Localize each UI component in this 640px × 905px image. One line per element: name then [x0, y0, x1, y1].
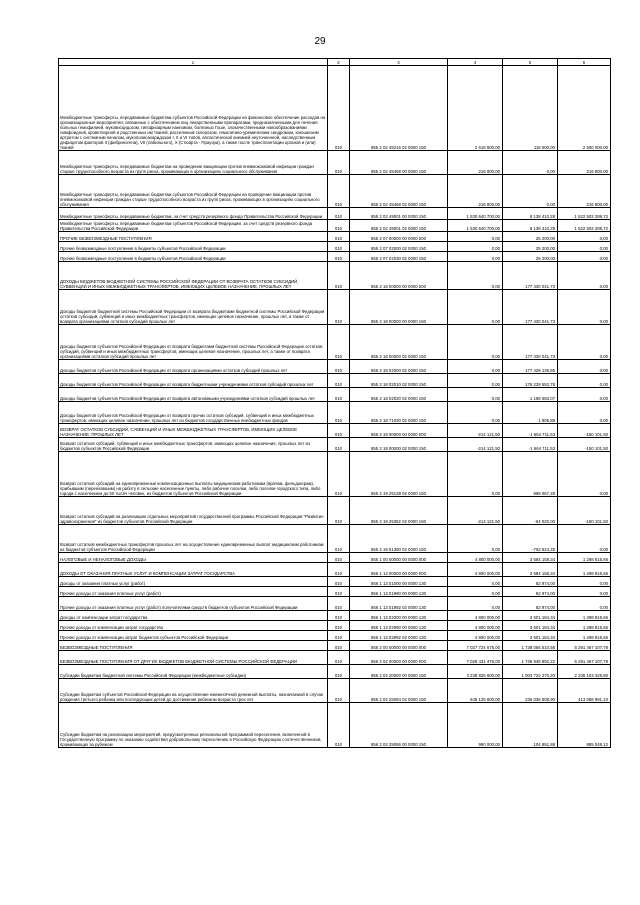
name-cell: Прочие доходы от оказания платных услуг (работ) получателями средств бюджетов субъектов Российской Федерации [59, 597, 328, 611]
table-row [59, 290, 611, 325]
kbk-code-cell: 855 2 18 71030 02 0000 150 [350, 402, 448, 424]
line-code-cell: 010 [328, 242, 350, 252]
executed-amount-cell: 3 501 184,34 [503, 621, 558, 631]
line-code-cell: 010 [328, 553, 350, 563]
name-cell: Доходы бюджетов бюджетной системы Российской Федерации от возврата бюджетами бюджетной системы Российской Федерации остатков субсидий, субвенций и иных межбюджетных трансфертов, имеющих целевое назначение, прошлых лет, а также от возврата организациями остатков субсидий прошлых лет [59, 290, 328, 325]
line-code-cell: 010 [328, 703, 350, 748]
line-code-cell: 010 [328, 525, 350, 553]
approved-amount-cell: 0,00 [448, 290, 503, 325]
unexecuted-amount-cell: 1 522 502 289,72 [558, 208, 611, 220]
header-col-2: 2 [328, 59, 350, 66]
kbk-code-cell: 856 1 13 01000 00 0000 130 [350, 577, 448, 587]
line-code-cell: 010 [328, 452, 350, 497]
kbk-code-cell: 855 2 19 25138 02 0000 150 [350, 452, 448, 497]
name-cell: Доходы бюджетов субъектов Российской Федерации от возврата бюджетными учреждениями остатков субсидий прошлых лет [59, 374, 328, 388]
unexecuted-amount-cell: 0,00 [558, 290, 611, 325]
executed-amount-cell: 3 584 158,34 [503, 563, 558, 577]
name-cell: БЕЗВОЗМЕЗДНЫЕ ПОСТУПЛЕНИЯ ОТ ДРУГИХ БЮДЖЕТОВ БЮДЖЕТНОЙ СИСТЕМЫ РОССИЙСКОЙ ФЕДЕРАЦИИ [59, 651, 328, 665]
name-cell: Доходы бюджетов субъектов Российской Федерации от возврата прочих остатков субсидий, субвенций и иных межбюджетных трансфертов, имеющих целевое назначение, прошлых лет из бюджетов государственных внебюджетных фондов [59, 402, 328, 424]
executed-amount-cell: 177 428 135,85 [503, 360, 558, 374]
unexecuted-amount-cell: 0,00 [558, 402, 611, 424]
line-code-cell: 010 [328, 151, 350, 175]
line-code-cell: 010 [328, 563, 350, 577]
executed-amount-cell: 3 501 184,34 [503, 631, 558, 641]
line-code-cell: 010 [328, 497, 350, 525]
kbk-code-cell: 855 2 07 02000 02 0000 150 [350, 242, 448, 252]
approved-amount-cell: 0,00 [448, 262, 503, 290]
line-code-cell: 010 [328, 651, 350, 665]
line-code-cell: 010 [328, 325, 350, 360]
approved-amount-cell: 216 800,00 [448, 175, 503, 208]
kbk-code-cell: 855 2 19 00000 02 0000 150 [350, 438, 448, 452]
approved-amount-cell: 0,00 [448, 360, 503, 374]
name-cell: Субсидии бюджетам на реализацию мероприятий, предусмотренных региональной программой переселения, включенной в Государственную программу по оказанию содействия добровольному переселению в Российскую Федерацию соотечественников, проживающих за рубежом [59, 703, 328, 748]
executed-amount-cell: 25 200,00 [503, 232, 558, 242]
table-row [59, 525, 611, 553]
page-number: 29 [314, 36, 326, 47]
executed-amount-cell: 177 430 041,73 [503, 262, 558, 290]
kbk-code-cell: 856 1 13 02000 00 0000 130 [350, 611, 448, 621]
executed-amount-cell: 236 036 608,90 [503, 679, 558, 703]
executed-amount-cell: 25 200,00 [503, 242, 558, 252]
kbk-code-cell: 855 2 18 00000 02 0000 150 [350, 325, 448, 360]
name-cell: Возврат остатков субсидий на единовременные компенсационные выплаты медицинским работникам (врачам, фельдшерам), прибывшим (переехавшим) на работу в сельские населенные пункты, либо рабочие поселки, либо поселки городского типа, либо города с населением до 50 тысяч человек, из бюджетов субъектов Российской Федерации [59, 452, 328, 497]
executed-amount-cell: 8 138 410,28 [503, 208, 558, 220]
unexecuted-amount-cell: 0,00 [558, 597, 611, 611]
kbk-code-cell: 855 2 19 00000 00 0000 000 [350, 424, 448, 438]
line-code-cell: 010 [328, 208, 350, 220]
line-code-cell: 010 [328, 587, 350, 597]
approved-amount-cell: -214 121,50 [448, 438, 503, 452]
executed-amount-cell: 0,00 [503, 175, 558, 208]
table-row [59, 597, 611, 611]
line-code-cell: 010 [328, 597, 350, 611]
kbk-code-cell: 855 2 02 49001 02 0000 150 [350, 220, 448, 232]
name-cell: Субсидии бюджетам бюджетной системы Российской Федерации (межбюджетные субсидии) [59, 665, 328, 679]
name-cell: Доходы от компенсации затрат государства [59, 611, 328, 621]
table-row [59, 587, 611, 597]
line-code-cell: 010 [328, 262, 350, 290]
unexecuted-amount-cell: -150 101,50 [558, 424, 611, 438]
unexecuted-amount-cell: -150 101,50 [558, 438, 611, 452]
approved-amount-cell: 7 027 724 675,00 [448, 641, 503, 651]
unexecuted-amount-cell: 0,00 [558, 587, 611, 597]
name-cell: НАЛОГОВЫЕ И НЕНАЛОГОВЫЕ ДОХОДЫ [59, 553, 328, 563]
approved-amount-cell: 0,00 [448, 252, 503, 262]
approved-amount-cell: -214 121,50 [448, 497, 503, 525]
name-cell: ПРОЧИЕ БЕЗВОЗМЕЗДНЫЕ ПОСТУПЛЕНИЯ [59, 232, 328, 242]
unexecuted-amount-cell: 0,00 [558, 525, 611, 553]
table-row [59, 388, 611, 402]
table-row [59, 360, 611, 374]
table-row [59, 577, 611, 587]
approved-amount-cell: 0,00 [448, 402, 503, 424]
executed-amount-cell: 3 584 158,34 [503, 553, 558, 563]
approved-amount-cell: 2 618 500,00 [448, 66, 503, 151]
table-row [59, 665, 611, 679]
kbk-code-cell: 855 2 18 02000 02 0000 150 [350, 360, 448, 374]
unexecuted-amount-cell: 216 800,00 [558, 175, 611, 208]
executed-amount-cell: 1 905,88 [503, 402, 558, 424]
kbk-code-cell: 855 2 07 02030 02 0000 150 [350, 252, 448, 262]
line-code-cell: 010 [328, 66, 350, 151]
executed-amount-cell: 177 430 041,73 [503, 325, 558, 360]
approved-amount-cell: 990 000,00 [448, 703, 503, 748]
approved-amount-cell: 4 800 000,00 [448, 621, 503, 631]
executed-amount-cell: 1 736 948 892,22 [503, 651, 558, 665]
table-row [59, 679, 611, 703]
name-cell: Межбюджетные трансферты, передаваемые бюджетам субъектов Российской Федерации на финансовое обеспечение расходов на организационные мероприятия, связанные с обеспечением лиц лекарственными препаратами, предназначенными для лечения больных гемофилией, муковисцидозом, гипофизарным нанизмом, болезнью Гоше, злокачественными новообразованиями лимфоидной, кроветворной и родственных им тканей, рассеянным склерозом, гемолитико-уремическим синдромом, юношеским артритом с системным началом, мукополисахаридозом I, II и VI типов, апластической анемией неуточненной, наследственным дефицитом факторов II (фибриногена), VII (лабильного), X (Стюарта - Прауэра), а также после трансплантации органов и (или) тканей [59, 66, 328, 151]
table-row [59, 151, 611, 175]
name-cell: Возврат остатков межбюджетных трансфертов прошлых лет на осуществление единовременных выплат медицинским работникам из бюджетов субъектов Российской Федерации [59, 525, 328, 553]
executed-amount-cell: 82 974,00 [503, 577, 558, 587]
name-cell: Межбюджетные трансферты, передаваемые бюджетам субъектов Российской Федерации на проведение вакцинации против пневмококковой инфекции граждан старше трудоспособного возраста из групп риска, проживающих в организациях социального обслуживания [59, 175, 328, 208]
unexecuted-amount-cell: 216 800,00 [558, 151, 611, 175]
kbk-code-cell: 856 1 13 00000 00 0000 000 [350, 563, 448, 577]
executed-amount-cell: -64 020,00 [503, 497, 558, 525]
unexecuted-amount-cell: 5 291 467 107,78 [558, 651, 611, 665]
unexecuted-amount-cell: 0,00 [558, 577, 611, 587]
approved-amount-cell: 0,00 [448, 577, 503, 587]
kbk-code-cell: 855 2 18 02010 02 0000 150 [350, 374, 448, 388]
line-code-cell: 010 [328, 175, 350, 208]
kbk-code-cell: 856 2 02 25086 00 0000 150 [350, 703, 448, 748]
unexecuted-amount-cell: 5 291 467 107,78 [558, 641, 611, 651]
name-cell: Прочие доходы от компенсации затрат государства [59, 621, 328, 631]
executed-amount-cell: 898 067,28 [503, 452, 558, 497]
table-row [59, 631, 611, 641]
executed-amount-cell: 177 430 041,73 [503, 290, 558, 325]
table-row [59, 621, 611, 631]
header-row [59, 59, 611, 66]
kbk-code-cell: 855 2 02 49001 00 0000 150 [350, 208, 448, 220]
table-row [59, 438, 611, 452]
header-col-6: 6 [558, 59, 611, 66]
approved-amount-cell: 4 800 000,00 [448, 563, 503, 577]
executed-amount-cell: 0,00 [503, 151, 558, 175]
approved-amount-cell: 0,00 [448, 525, 503, 553]
line-code-cell: 010 [328, 402, 350, 424]
table-row [59, 452, 611, 497]
executed-amount-cell: 25 200,00 [503, 252, 558, 262]
name-cell: Доходы бюджетов субъектов Российской Федерации от возврата бюджетами бюджетной системы Российской Федерации остатков субсидий, субвенций и иных межбюджетных трансфертов, имеющих целевое назначение, прошлых лет, а также от возврата организациями остатков субсидий прошлых лет [59, 325, 328, 360]
table-row [59, 497, 611, 525]
unexecuted-amount-cell: 0,00 [558, 452, 611, 497]
header-col-1: 1 [59, 59, 328, 66]
name-cell: БЕЗВОЗМЕЗДНЫЕ ПОСТУПЛЕНИЯ [59, 641, 328, 651]
approved-amount-cell: 4 800 000,00 [448, 611, 503, 621]
approved-amount-cell: 649 125 600,00 [448, 679, 503, 703]
table-row [59, 641, 611, 651]
approved-amount-cell: 7 028 431 475,00 [448, 651, 503, 665]
unexecuted-amount-cell: 0,00 [558, 388, 611, 402]
unexecuted-amount-cell: 885 048,12 [558, 703, 611, 748]
name-cell: ВОЗВРАТ ОСТАТКОВ СУБСИДИЙ, СУБВЕНЦИЙ И ИНЫХ МЕЖБЮДЖЕТНЫХ ТРАНСФЕРТОВ, ИМЕЮЩИХ ЦЕЛЕВОЕ НАЗНАЧЕНИЕ, ПРОШЛЫХ ЛЕТ [59, 424, 328, 438]
table-row [59, 402, 611, 424]
executed-amount-cell: -1 664 711,53 [503, 438, 558, 452]
approved-amount-cell: 0,00 [448, 597, 503, 611]
line-code-cell: 010 [328, 621, 350, 631]
table-row [59, 220, 611, 232]
approved-amount-cell: 4 800 000,00 [448, 631, 503, 641]
kbk-code-cell: 855 2 18 02020 02 0000 150 [350, 388, 448, 402]
approved-amount-cell: 0,00 [448, 325, 503, 360]
kbk-code-cell: 855 2 02 45216 02 0000 150 [350, 66, 448, 151]
executed-amount-cell: 82 974,00 [503, 597, 558, 611]
table-row [59, 374, 611, 388]
line-code-cell: 010 [328, 232, 350, 242]
approved-amount-cell: 216 800,00 [448, 151, 503, 175]
kbk-code-cell: 856 1 13 02992 02 0000 130 [350, 631, 448, 641]
kbk-code-cell: 856 2 00 00000 00 0000 000 [350, 641, 448, 651]
kbk-code-cell: 855 2 02 45468 02 0000 150 [350, 175, 448, 208]
approved-amount-cell: -214 121,50 [448, 424, 503, 438]
unexecuted-amount-cell: 2 235 103 329,80 [558, 665, 611, 679]
name-cell: Субсидии бюджетам субъектов Российской Федерации на осуществление ежемесячной денежной выплаты, назначаемой в случае рождения третьего ребенка или последующих детей до достижения ребенком возраста трех лет [59, 679, 328, 703]
line-code-cell: 010 [328, 252, 350, 262]
unexecuted-amount-cell: 1 298 815,66 [558, 611, 611, 621]
kbk-code-cell: 855 2 18 00000 00 0000 000 [350, 262, 448, 290]
executed-amount-cell: 176 229 552,78 [503, 374, 558, 388]
kbk-code-cell: 856 2 02 25084 02 0000 150 [350, 679, 448, 703]
approved-amount-cell: 3 238 825 600,00 [448, 665, 503, 679]
unexecuted-amount-cell: 1 298 815,66 [558, 553, 611, 563]
unexecuted-amount-cell: 2 500 000,00 [558, 66, 611, 151]
kbk-code-cell: 855 2 19 25382 02 0000 150 [350, 497, 448, 525]
executed-amount-cell: 118 500,00 [503, 66, 558, 151]
table-row [59, 208, 611, 220]
approved-amount-cell: 0,00 [448, 232, 503, 242]
kbk-code-cell: 855 2 02 45468 00 0000 150 [350, 151, 448, 175]
approved-amount-cell: 0,00 [448, 452, 503, 497]
revenue-table [58, 58, 611, 748]
table-row [59, 252, 611, 262]
line-code-cell: 010 [328, 290, 350, 325]
header-col-5: 5 [503, 59, 558, 66]
line-code-cell: 010 [328, 577, 350, 587]
table-row [59, 651, 611, 665]
approved-amount-cell: 1 530 640 700,00 [448, 220, 503, 232]
line-code-cell: 010 [328, 388, 350, 402]
table-row [59, 242, 611, 252]
executed-amount-cell: 8 138 410,28 [503, 220, 558, 232]
table-row [59, 703, 611, 748]
line-code-cell: 010 [328, 665, 350, 679]
kbk-code-cell: 855 2 07 00000 00 0000 000 [350, 232, 448, 242]
kbk-code-cell: 856 2 02 00000 00 0000 000 [350, 651, 448, 665]
name-cell: Возврат остатков субсидий на реализацию отдельных мероприятий государственной программы Российской Федерации "Развитие здравоохранения" из бюджетов субъектов Российской Федерации [59, 497, 328, 525]
line-code-cell: 010 [328, 220, 350, 232]
approved-amount-cell: 0,00 [448, 374, 503, 388]
line-code-cell: 010 [328, 679, 350, 703]
executed-amount-cell: 1 738 056 510,58 [503, 641, 558, 651]
approved-amount-cell: 0,00 [448, 388, 503, 402]
executed-amount-cell: 1 003 722 270,20 [503, 665, 558, 679]
kbk-code-cell: 856 2 02 20000 00 0000 150 [350, 665, 448, 679]
unexecuted-amount-cell: 0,00 [558, 325, 611, 360]
unexecuted-amount-cell: 413 088 991,10 [558, 679, 611, 703]
name-cell: Доходы бюджетов субъектов Российской Федерации от возврата автономными учреждениями остатков субсидий прошлых лет [59, 388, 328, 402]
name-cell: Прочие доходы от компенсации затрат бюджетов субъектов Российской Федерации [59, 631, 328, 641]
approved-amount-cell: 4 800 000,00 [448, 553, 503, 563]
table-row [59, 424, 611, 438]
unexecuted-amount-cell: -150 101,50 [558, 497, 611, 525]
line-code-cell: 010 [328, 611, 350, 621]
name-cell: Возврат остатков субсидий, субвенций и иных межбюджетных трансфертов, имеющих целевое назначение, прошлых лет из бюджетов субъектов Российской Федерации [59, 438, 328, 452]
name-cell: Прочие безвозмездные поступления в бюджеты субъектов Российской Федерации [59, 242, 328, 252]
unexecuted-amount-cell: 0,00 [558, 360, 611, 374]
approved-amount-cell: 0,00 [448, 242, 503, 252]
executed-amount-cell: -1 664 711,53 [503, 424, 558, 438]
table-row [59, 262, 611, 290]
name-cell: Прочие безвозмездные поступления в бюджеты субъектов Российской Федерации [59, 252, 328, 262]
line-code-cell: 010 [328, 641, 350, 651]
unexecuted-amount-cell: 1 298 815,66 [558, 631, 611, 641]
name-cell: Доходы бюджетов субъектов Российской Федерации от возврата организациями остатков субсидий прошлых лет [59, 360, 328, 374]
kbk-code-cell: 856 1 13 01990 00 0000 130 [350, 587, 448, 597]
kbk-code-cell: 855 2 19 51360 02 0000 150 [350, 525, 448, 553]
table-row [59, 325, 611, 360]
table-row [59, 611, 611, 621]
executed-amount-cell: -702 624,25 [503, 525, 558, 553]
table-row [59, 232, 611, 242]
name-cell: Доходы от оказания платных услуг (работ) [59, 577, 328, 587]
table-row [59, 66, 611, 151]
unexecuted-amount-cell: 0,00 [558, 232, 611, 242]
unexecuted-amount-cell: 0,00 [558, 262, 611, 290]
name-cell: Межбюджетные трансферты, передаваемые бюджетам субъектов Российской Федерации, за счет средств резервного фонда Правительства Российской Федерации [59, 220, 328, 232]
name-cell: Прочие доходы от оказания платных услуг (работ) [59, 587, 328, 597]
line-code-cell: 010 [328, 631, 350, 641]
header-col-4: 4 [448, 59, 503, 66]
unexecuted-amount-cell: 1 298 815,66 [558, 563, 611, 577]
approved-amount-cell: 1 530 640 700,00 [448, 208, 503, 220]
line-code-cell: 010 [328, 438, 350, 452]
kbk-code-cell: 856 1 00 00000 00 0000 000 [350, 553, 448, 563]
unexecuted-amount-cell: 1 522 502 289,72 [558, 220, 611, 232]
executed-amount-cell: 82 974,00 [503, 587, 558, 597]
name-cell: Межбюджетные трансферты, передаваемые бюджетам, за счет средств резервного фонда Правительства Российской Федерации [59, 208, 328, 220]
table-row [59, 563, 611, 577]
executed-amount-cell: 104 951,88 [503, 703, 558, 748]
unexecuted-amount-cell: 0,00 [558, 242, 611, 252]
kbk-code-cell: 856 1 13 02990 00 0000 130 [350, 621, 448, 631]
line-code-cell: 010 [328, 360, 350, 374]
name-cell: Межбюджетные трансферты, передаваемые бюджетам на проведение вакцинации против пневмококковой инфекции граждан старше трудоспособного возраста из групп риска, проживающих в организациях социального обслуживания [59, 151, 328, 175]
line-code-cell: 010 [328, 374, 350, 388]
table-row [59, 553, 611, 563]
kbk-code-cell: 855 2 18 00000 00 0000 150 [350, 290, 448, 325]
name-cell: ДОХОДЫ БЮДЖЕТОВ БЮДЖЕТНОЙ СИСТЕМЫ РОССИЙСКОЙ ФЕДЕРАЦИИ ОТ ВОЗВРАТА ОСТАТКОВ СУБСИДИЙ, СУБВЕНЦИЙ И ИНЫХ МЕЖБЮДЖЕТНЫХ ТРАНСФЕРТОВ, ИМЕЮЩИХ ЦЕЛЕВОЕ НАЗНАЧЕНИЕ, ПРОШЛЫХ ЛЕТ [59, 262, 328, 290]
header-col-3: 3 [350, 59, 448, 66]
name-cell: ДОХОДЫ ОТ ОКАЗАНИЯ ПЛАТНЫХ УСЛУГ И КОМПЕНСАЦИИ ЗАТРАТ ГОСУДАРСТВА [59, 563, 328, 577]
unexecuted-amount-cell: 0,00 [558, 252, 611, 262]
line-code-cell: 010 [328, 424, 350, 438]
table-body [59, 66, 611, 748]
table-row [59, 175, 611, 208]
unexecuted-amount-cell: 1 298 815,66 [558, 621, 611, 631]
unexecuted-amount-cell: 0,00 [558, 374, 611, 388]
executed-amount-cell: 1 198 583,07 [503, 388, 558, 402]
kbk-code-cell: 856 1 13 01992 02 0000 130 [350, 597, 448, 611]
executed-amount-cell: 3 501 184,34 [503, 611, 558, 621]
approved-amount-cell: 0,00 [448, 587, 503, 597]
